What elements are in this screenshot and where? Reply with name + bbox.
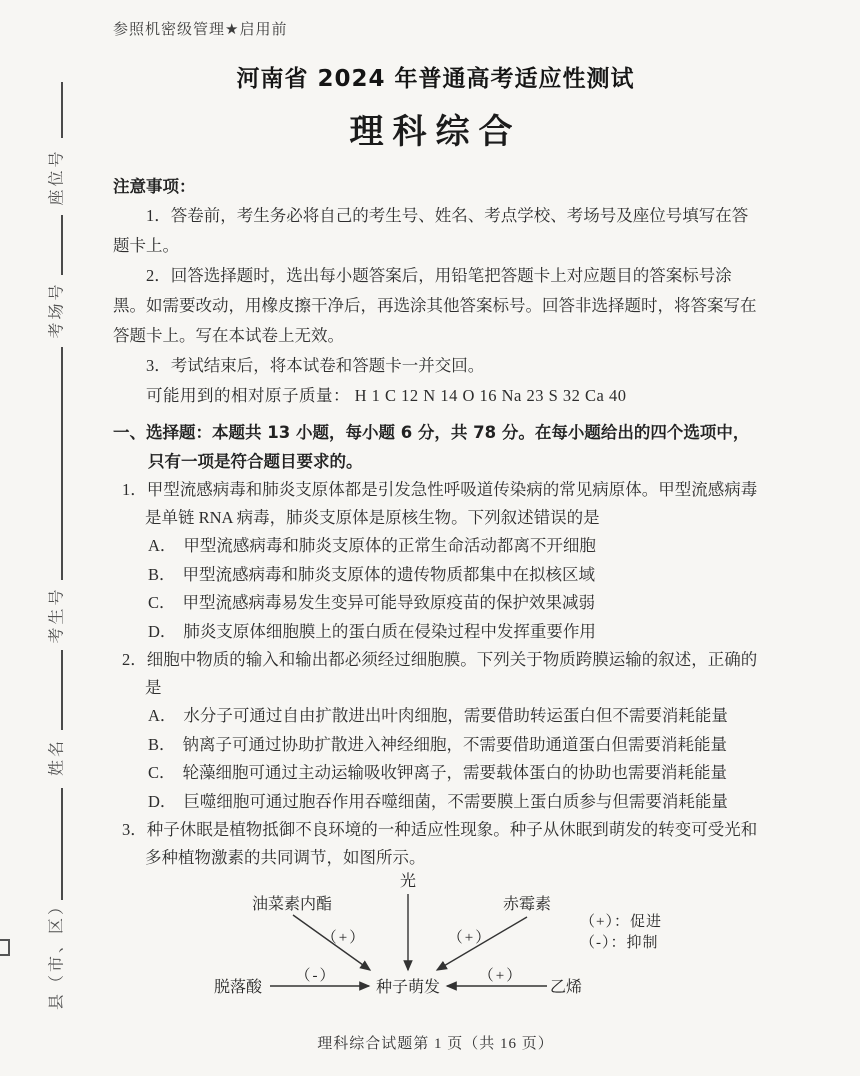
seat-number-blank-line [61,82,63,138]
option-text: 甲型流感病毒易发生变异可能导致原疫苗的保护效果减弱 [182,593,596,612]
option-text: 肺炎支原体细胞膜上的蛋白质在侵染过程中发挥重要作用 [183,621,596,641]
notice-item-3: 3．考试结束后，将本试卷和答题卡一并交回。 [146,356,485,375]
candidate-info-strip [0,0,100,1076]
notice-item-2: 2．回答选择题时，选出每小题答案后，用铅笔把答题卡上对应题目的答案标号涂黑。如需要改动，用橡皮擦干净后，再选涂其他答案标号。回答非选择题时，将答案写在答题卡上。写在本试卷上无效。 [113,266,757,345]
page-footer: 理科综合试题第 1 页（共 16 页） [317,1036,554,1052]
notice-heading: 注意事项： [113,177,196,196]
name-label: 姓名 [48,737,66,777]
question-3-number: 3． [122,820,147,839]
option-text: 巨噬细胞可通过胞吞作用吞噬细菌，不需要膜上蛋白质参与但需要消耗能量 [183,791,728,811]
option-label: C． [148,763,176,782]
exam-room-label: 考场号 [48,281,66,339]
question-2 [113,646,758,816]
question-2-option-b [113,731,758,760]
section-heading [113,418,758,476]
seed-germination-diagram [150,864,710,1024]
option-label: C． [148,593,176,612]
question-1 [113,476,758,646]
question-1-option-b [113,561,758,590]
question-1-option-d [113,618,758,647]
exam-content [113,18,758,872]
question-1-stem [113,476,758,532]
exam-room-blank-line [61,215,63,275]
option-text: 甲型流感病毒和肺炎支原体的正常生命活动都离不开细胞 [183,536,596,555]
notice-item-1: 1．答卷前，考生务必将自己的考生号、姓名、考点学校、考场号及座位号填写在答题卡上。 [113,206,749,255]
option-label: B． [148,564,176,584]
plus-sign-right: （+） [447,930,493,946]
germination-label: 种子萌发 [375,979,441,996]
seat-number-label: 座位号 [48,148,66,206]
county-label: 县（市、区） [48,895,66,1011]
corner-mark-box [0,939,10,956]
security-note: 参照机密级管理★启用前 [113,20,288,38]
option-label: A． [148,536,177,555]
plus-sign-bottom: （+） [478,968,524,984]
exam-subject: 理科综合 [349,112,522,152]
option-text: 甲型流感病毒和肺炎支原体的遗传物质都集中在拟核区域 [182,564,596,584]
plus-sign-left: （+） [321,930,367,946]
light-label: 光 [399,873,417,890]
legend-inhibit: （-）：抑制 [580,935,659,951]
name-blank-line [61,650,63,730]
option-text: 钠离子可通过协助扩散进入神经细胞，不需要借助通道蛋白但需要消耗能量 [182,734,728,754]
option-label: A． [148,706,177,725]
section-number: 一、 [113,423,146,442]
option-text: 水分子可通过自由扩散进出叶肉细胞，需要借助转运蛋白但不需要消耗能量 [183,706,728,725]
question-1-option-c [113,589,758,618]
exam-title: 河南省 2024 年普通高考适应性测试 [236,66,635,92]
question-1-stem-text: 甲型流感病毒和肺炎支原体都是引发急性呼吸道传染病的常见病原体。甲型流感病毒是单链 RNA 病毒，肺炎支原体是原核生物。下列叙述错误的是 [145,480,758,527]
question-2-stem-text: 细胞中物质的输入和输出都必须经过细胞膜。下列关于物质跨膜运输的叙述，正确的是 [145,650,758,697]
question-3-stem-text: 种子休眠是植物抵御不良环境的一种适应性现象。种子从休眠到萌发的转变可受光和多种植物激素的共同调节，如图所示。 [145,820,758,867]
question-2-option-d [113,788,758,817]
option-label: D． [148,621,177,641]
atomic-mass-line: 可能用到的相对原子质量： H 1 C 12 N 14 O 16 Na 23 S 32 Ca 40 [146,386,627,405]
abscisic-acid-label: 脱落酸 [213,979,263,996]
question-2-option-a [113,702,758,731]
question-2-option-c [113,759,758,788]
section-heading-text: 选择题：本题共 13 小题，每小题 6 分，共 78 分。在每小题给出的四个选项中，只有一项是符合题目要求的。 [146,423,750,471]
option-label: D． [148,791,177,811]
question-2-stem [113,646,758,702]
candidate-number-blank-line [61,347,63,580]
county-blank-line [61,788,63,900]
candidate-number-label: 考生号 [48,586,66,644]
question-1-option-a [113,532,758,561]
question-2-number: 2． [122,650,147,669]
question-1-number: 1． [122,480,147,499]
option-text: 轮藻细胞可通过主动运输吸收钾离子，需要载体蛋白的协助也需要消耗能量 [182,763,728,782]
gibberellin-label: 赤霉素 [502,896,552,913]
ethylene-label: 乙烯 [549,979,583,996]
minus-sign-bottom: （-） [295,968,337,984]
option-label: B． [148,734,176,754]
legend-promote: （+）：促进 [580,914,662,930]
brassinolide-label: 油菜素内酯 [251,896,333,913]
